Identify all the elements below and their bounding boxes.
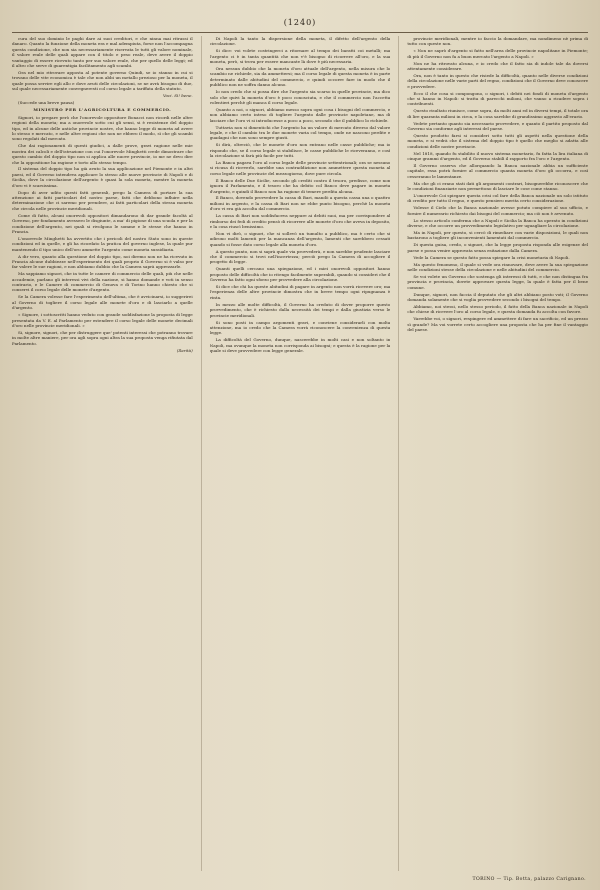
paragraph: « Non ne saprò d'argento si fatto nell'area delle provincie napolitane in Piemonte; di più il Governo non fa a buon mercato l'argento a Napoli. » <box>407 48 588 59</box>
paragraph: Nel 1818, quando fu stabilito il nuovo sistema monetario, fu fatta la lira italiana di cinque grammi d'argento, ed il Governo stabilì il rapporto fra l'oro e l'argento. <box>407 150 588 162</box>
paragraph: Si dirà, oltreciò, che le monete d'oro non entrano nelle casse pubbliche; ma io rispondo che, se il corso legale si stabilisce, le casse pubbliche le riceveranno, e così la circolazione si farà più facile per tutti. <box>209 142 391 159</box>
paragraph: Vede la Camera se questo fatto possa spiegare la crisi monetaria di Napoli. <box>413 254 570 260</box>
paragraph: Ecco il che cosa si compongono, o signori, i debiti nei fondi di moneta d'argento che si hanno in Napoli: si tratta di parecchi milioni, che vanno a ricadere sopra i contribuenti. <box>407 90 588 107</box>
printer-imprint: TORINO — Tip. Botta, palazzo Carignano. <box>472 877 586 882</box>
paragraph: Il Governo osserva che allorquando la Banca nazionale abbia un sufficiente capitale, essa potrà fornire al commercio quanta moneta d'oro gli occorra, e così cesseranno le lamentanze. <box>407 163 588 179</box>
paragraph: Se voi volete un Governo che sostenga gli interessi di tutti, e che non distingua fra provincia e provincia, dovete approvare questa legge, la quale è fatta per il bene comune. <box>407 273 588 290</box>
column-separator <box>398 36 399 871</box>
page-number: (1240) <box>283 18 317 27</box>
paragraph: provincie meridionali, mentre io faccio la domandare, ma nondimeno nè prima di tutto con queste non. <box>407 36 588 47</box>
header-rule <box>12 32 588 33</box>
paragraph: A questo punto, non si saprà quale via provvederà, e non sarebbe prudente lasciare che il commercio si trovi nell'incertezza; perciò prego la Camera di accogliere il progetto di legge. <box>209 248 391 265</box>
paragraph: Si dice che chi ha queste abitudini di pagare in argento non vorrà ricevere oro; ma l'esperienza delle altre provincie dimostra che in breve tempo ogni ripugnanza è vinta. <box>209 284 391 300</box>
paragraph: Ma questo fenomeno, il quale si vede ora rinnovare, deve avere la sua spiegazione nelle condizioni stesse della circolazione e nelle abitudini del commercio. <box>407 261 588 272</box>
paragraph: Non ne ha ritrovato alcuna, e io credo che il fatto sia di indole tale da doversi attentamente considerare. <box>407 60 588 72</box>
paragraph: Io non credo che si possa dire che l'argento sia scarso in quelle provincie, ma dico solo che quivi la moneta d'oro è poco conosciuta, e che il commercio non l'accetta volentieri perchè gli manca il corso legale. <box>209 89 391 105</box>
paragraph: Il Banco, dovendo provvedere la cassa di Bari, mandò a questa cassa una o quattro milioni in argento, e la cassa di Bari non ne ebbe punto bisogno, perchè la moneta d'oro vi era già accolta dal commercio. <box>209 195 391 212</box>
paragraph: Di Napoli la tanto la dispersione della moneta, il difetto dell'argento della circolazione. <box>209 36 391 47</box>
paragraph: L'onorevole Coi spiegare questa crisi col fare della Banca nazionale un solo istituto di credito per tutto il regno, e questo pensiero merita certo considerazione. <box>407 193 588 204</box>
paragraph: A dir vero, quanto alla questione del doppio tipo, noi diremo non ne ha ricevuto in Francia alcune dubbiezze nell'esperimento dei quali proprio il Governo si è valso per far valere le sue ragioni, e non abbiamo dubbio che la Camera saprà apprezzarle. <box>12 253 193 270</box>
paragraph: Questo risultato riunisce, come sopra, da molti anni ed in diversi tempi, il totale ora di lire quaranta milioni in circa, e la cosa sarebbe di grandissimo aggravio all'erario. <box>407 108 588 119</box>
paragraph: Il sistema del doppio tipo ha già avuto la sua applicazione nel Piemonte e in altri paesi, ed il Governo intendeva applicare lo stesso alle nuove provincie di Napoli e di Sicilia, dove la circolazione dell'argento è quasi la sola moneta, mentre la moneta d'oro vi è scarsissima. <box>12 166 193 188</box>
paragraph: Signori, io pregare però che l'onorevole oppositore Bonacci non ricordi nelle altre regioni della moneta; ma a onorevole sotto cui gli sensi, si è resistenze del doppio tipo, ed in alcune delle antiche provincie nostre, che hanno legge di moneta ad avere lo stesso e mercato, e nelle altre regioni che non ne ebbero il modo, sì che gli scambi sono regolati dal mercato. <box>12 114 193 142</box>
paragraph: Dunque, signori, non faccia il deputato che gli altri abbiano posto voti; il Governo domanda solamente che si voglia provvedere secondo i bisogni del tempo. <box>407 291 588 302</box>
paragraph: Ma in Napoli, per questo, si cercò di rimediare con varie disposizioni, le quali non bastarono a togliere gli inconvenienti lamentati dal commercio. <box>407 230 588 241</box>
paragraph: La difficoltà del Governo, dunque, nascerebbe in molti casi e non soltanto in Napoli, ma ovunque la moneta non corrisponda ai bisogni; e questa è la ragione per la quale si deve provvedere con legge generale. <box>209 337 391 354</box>
paragraph: cura del suo dominio le paghi dare ai suoi creditori, e che ninna mai ritrassi il danaro. Quanto la funzione della moneta era e mal adempiuta, forse non l'accompagna questa condizione, che non sia necessariamente riservata le tutti gli valore nominale, il valore reale delle quali appare con il titolo e peso reale, deve avere il doppio vantaggio di essere ricevuto tanto per suo valore reale, che per quello delle leggi; ed il altro che serve di guarentigia facilitamento agli scambi. <box>12 36 193 69</box>
column-3 <box>407 36 588 871</box>
text-columns <box>12 36 588 871</box>
paragraph: L'onorevole Minghetti ha avvertito che i pericoli del nostro Stato sono in queste condizioni ed in quelle, e gli ha ricordato la pratica del governo inglese, la quale pur mantenendo il tipo unico dell'oro ammette l'argento come moneta sussidiaria. <box>12 235 193 252</box>
paragraph: Ora nel mio ritrovare apposta al potente governo Quindi, se io stanno in cui si trovano delle vite economica è tale che non abbi un metallo prezioso per la moneta, il quale possa servire egli allo e dove avuti delle circolazioni, se ne avrà bisogno di due, sul quale necessariamente convegneresti col corso legale a tariffata della statuto. <box>12 69 193 92</box>
paragraph: Questo prodotto farsi si consideri sotto tutti gli aspetti nella questione della moneta, e si vedrà che il sistema del doppio tipo è quello che meglio si adatta alle condizioni delle nostre provincie. <box>407 133 588 149</box>
paragraph: Tuttavia non si dimentichi che l'argento ha un valore di mercato diverso dal valore legale, e che il cambio tra le due monete varia col tempo, onde ne nascono perdite e guadagni che non sono sempre giusti. <box>209 124 391 141</box>
paragraph: Ora, non è tanto in questo che risiede la difficoltà, quanto nelle diverse condizioni della circolazione nelle varie parti del regno, condizioni che il Governo deve conoscere e provvedere. <box>407 72 588 89</box>
paragraph: Voci. Sì! bene. <box>162 93 193 99</box>
paragraph: Volesse il Cielo che la Banca nazionale avesse potuto compiere al suo ufficio, e fornire il numerario richiesto dai bisogni del commercio; ma ciò non è avvenuto. <box>407 205 588 216</box>
paragraph: Vedete pertanto quanto sia necessario provvedere, e quanto il partito proposto dal Governo sia conforme agli interessi del paese. <box>407 120 588 132</box>
paragraph: (Succede una breve pausa) <box>18 99 75 105</box>
paragraph: Quanto a noi, o signori, abbiamo messo sopra ogni cosa i bisogni del commercio, e non abbiamo certo inteso di togliere l'argento dalle provincie napoletane, ma di lasciare che l'oro vi si introducesse a poco a poco, secondo che il pubblico lo richiede. <box>209 106 391 123</box>
paragraph: (Ilarità) <box>176 347 193 353</box>
paragraph: Si, signore, signori, che per distruggere que' potenti interessi che potranno trovare in molte altre maniere, per ora agli sopra ogni altra la sua proposta venga rifiutata dal Parlamento. <box>12 329 193 346</box>
page-header <box>12 10 588 30</box>
paragraph: Il Banco delle Due Sicilie, secondo gli crediti contro il tesoro, predisse, come non ignora il Parlamento, e il tesoro che ha debito col Banco deve pagare in moneta d'argento, e quindi il Banco non ha ragione di temere perdita alcuna. <box>209 177 391 194</box>
paragraph: Di questa guisa, credo, o signori, che la legge proposta risponda alle esigenze del paese e possa venire approvata senza esitazione dalla Camera. <box>407 242 588 253</box>
paragraph: La Banca pagava l'oro al corso legale delle provincie settentrionali; ora se nessuno si ricusa di riceverlo, sarebbe una contraddizione non ammettere questa moneta al corso legale nelle provincie del mezzogiorno, dove pure circola. <box>209 160 391 176</box>
paragraph: Varrebbe voi, o signori, respingere ed ammettere di fare un sacrificio, ed un prezzo sì grande? Ma voi vorrete certo accogliere una proposta che ha per fine il vantaggio del paese. <box>407 316 588 332</box>
paragraph: Non vi dirò, o signori, che si sollevò un tumulto a pubblico, ma è certo che si udirono molti lamenti per la mancanza dell'argento, lamenti che sarebbero cessati quando si fosse dato corso legale alla moneta d'oro. <box>209 230 391 247</box>
paragraph: La cassa di Bari non soddisfaceva neppure ai debiti suoi, ma per corrispondere al rimborso dei fedi di credito pensò di ricorrere alle monete d'oro che aveva in deposito, e la cosa riuscì benissimo. <box>209 213 391 229</box>
paragraph: « Signore, i sottoscritti hanno veduto con grande soddisfazione la proposta di legge presentata da V. E. al Parlamento per estendere il corso legale delle monete decimali d'oro nelle provincie meridionali. » <box>12 312 193 328</box>
paragraph: Ma sappiamo signori, che in tutte le camere di commercio delle quali, più che nelle accademie, parlano gli interessi vivi della nazione, si hanno domande e voti in senso contrario, e le Camere di commercio di Genova e di Torino hanno chiesto che si conservi il corso legale delle monete d'argento. <box>12 271 193 293</box>
paragraph: Ma che gli ci erano stati dati gli argomenti contrari, bisognerebbe riconoscere che le condizioni finanziarie non permettono di lasciare le cose come stanno. <box>407 180 588 192</box>
paragraph: Come di fatto, alcuni onorevoli oppositori dimandarono di dar grande facoltà al Governo, per fondamento avessero le disgiunte, a ma' di pigione di una scuola e per la condizione dell'argento, nei quali si rivolgono le somme e le stesse che hanno in Francia. <box>12 212 193 234</box>
paragraph: Si sono posti in campo argomenti gravi, e conviene considerarli con molta attenzione, ma io credo che la Camera vorrà riconoscere la convenienza di questa legge. <box>209 319 391 336</box>
paragraph: Se la Camera volesse fare l'esperimento dell'ultima, che è avvicinarsi, io suggerirei al Governo di togliere il corso legale alle monete d'oro e di lasciarlo a quelle d'argento. <box>12 294 193 311</box>
column-1 <box>12 36 193 871</box>
paragraph: Si dice: voi volete costringerci a ritornare al tempo dei baratti coi metalli; ma l'argento ci è in tanta quantità che non v'è bisogno di ricorrere all'oro, e la sua moneta, però, si trova per essere mancante là dove è più necessaria. <box>209 48 391 65</box>
paragraph: Ora nessun dubbio che la moneta d'oro attuale dell'argento, nella misura che lo scambio ne richiede, sia da ammettersi; ma il corso legale di questa moneta è in parte determinato dalle abitudini del commercio, e quindi occorre fare in modo che il pubblico non ne soffra danno alcuno. <box>209 66 391 88</box>
paragraph: Quanti quelli cercano una spiegazione, ed i miei onorevoli oppositori hanno proposto delle difficoltà che io ritengo facilmente superabili, quando si consideri che il Governo ha fatto ogni sforzo per provvedere alla circolazione. <box>209 266 391 283</box>
column-2 <box>210 36 391 871</box>
paragraph: Che dai ragionamenti di questi giudici, a dalle prove, gravi ragione nelle mie mostra dei calcoli e dell'istruzione con cui l'onorevole Minghetti crede dimostrare che questo cambio del doppio tipo non si applica alle nuove provincie, io me ne devo dire che la oppositione ha ragione e torto allo stesso tempo. <box>12 143 193 165</box>
paragraph: Dopo di aver udito questi fatti generali, prego la Camera di portare la sua attenzione ai fatti particolari del nostro paese, fatti che debbono influire nella determinazione che ci saremo per prendere, ai fatti particolari della stessa moneta che circola nelle provincie meridionali. <box>12 189 193 211</box>
paragraph: In mezzo alle molte difficoltà, il Governo ha creduto di dover proporre questo provvedimento, che è richiesto dalla necessità dei tempi e dalla giustizia verso le provincie meridionali. <box>209 301 391 318</box>
paragraph: Lo stesso articolo conferma che a Napoli e Sicilia la Banca ha operato in condizioni diverse, e che occorre un provvedimento legislativo per uguagliare la circolazione. <box>407 217 588 229</box>
section-heading: MINISTRO PER L'AGRICOLTURA E COMMERCIO. <box>33 107 172 113</box>
column-separator <box>201 36 202 871</box>
paragraph: Abbiamo, noi stessi, nello stesso periodo, il fatto della Banca nazionale in Napoli che chiese di ricevere l'oro al corso legale, e questa domanda fu accolta con favore. <box>407 303 588 315</box>
